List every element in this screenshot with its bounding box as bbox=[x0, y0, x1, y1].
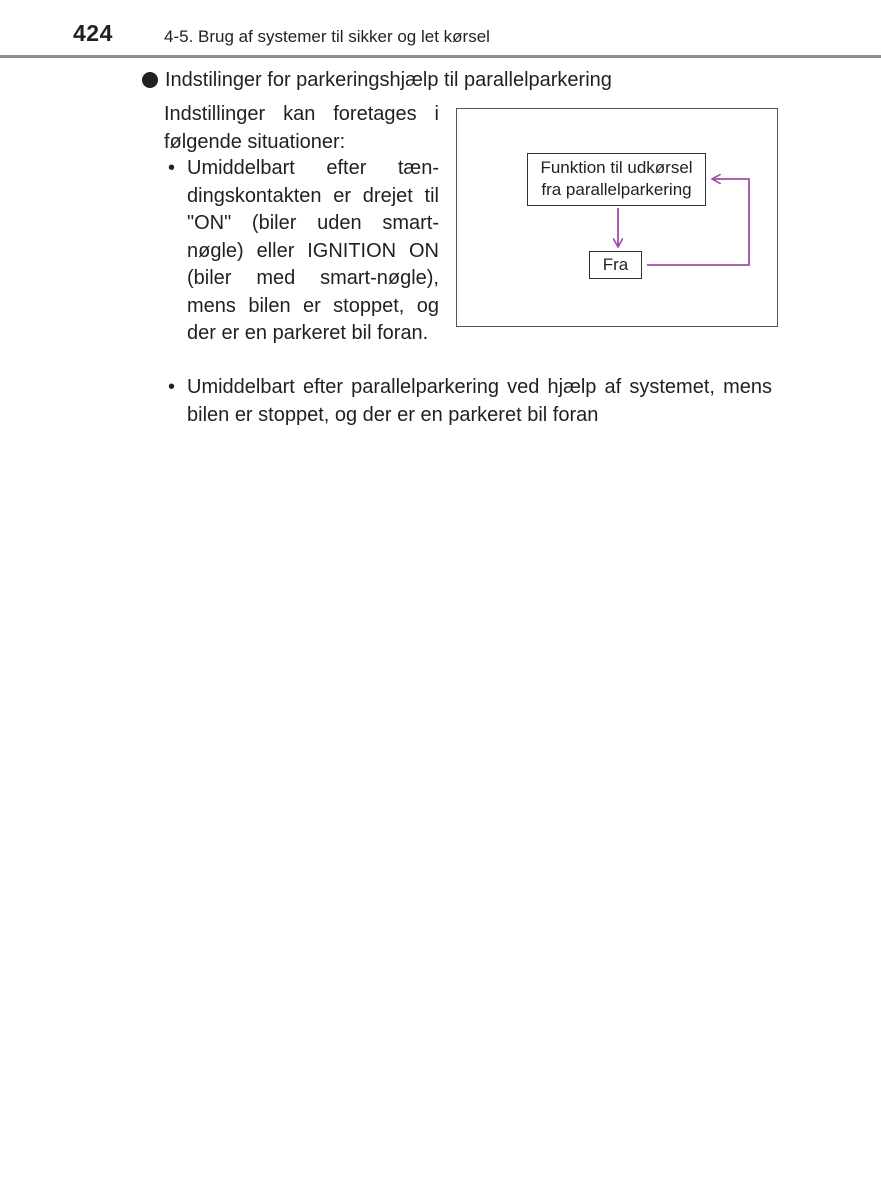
list-item bbox=[168, 155, 439, 348]
exit-function-line2: fra parallelparkering bbox=[541, 180, 692, 199]
list-item-text: Umiddelbart efter tændingskontakten er drejet til "ON" (biler uden smart-nøgle) eller IGNITION ON (biler med smart-nøgle), mens bilen er stoppet, og der er en parkeret bil foran. bbox=[187, 157, 439, 344]
list-item-text: Umiddelbart efter parallelparkering ved hjælp af systemet, mens bilen er stoppet, og der er en parkeret bil foran bbox=[187, 376, 772, 426]
list-item bbox=[168, 374, 772, 429]
section-heading bbox=[142, 67, 612, 93]
off-box: Fra bbox=[589, 251, 642, 279]
bullet-icon: • bbox=[168, 376, 176, 398]
section-title: 4-5. Brug af systemer til sikker og let kørsel bbox=[164, 27, 490, 46]
bullet-icon: • bbox=[168, 157, 176, 179]
diagram-arrows bbox=[457, 109, 777, 326]
heading-text: Indstilinger for parkeringshjælp til parallelparkering bbox=[165, 68, 612, 91]
exit-function-box bbox=[527, 153, 706, 206]
intro-paragraph: Indstillinger kan foretages i følgende situationer: bbox=[164, 103, 439, 153]
header-rule bbox=[0, 55, 881, 58]
exit-function-line1: Funktion til udkørsel bbox=[540, 158, 693, 177]
page-number: 424 bbox=[73, 20, 113, 46]
mode-cycle-diagram bbox=[456, 108, 778, 327]
filled-circle-bullet-icon bbox=[142, 72, 158, 88]
